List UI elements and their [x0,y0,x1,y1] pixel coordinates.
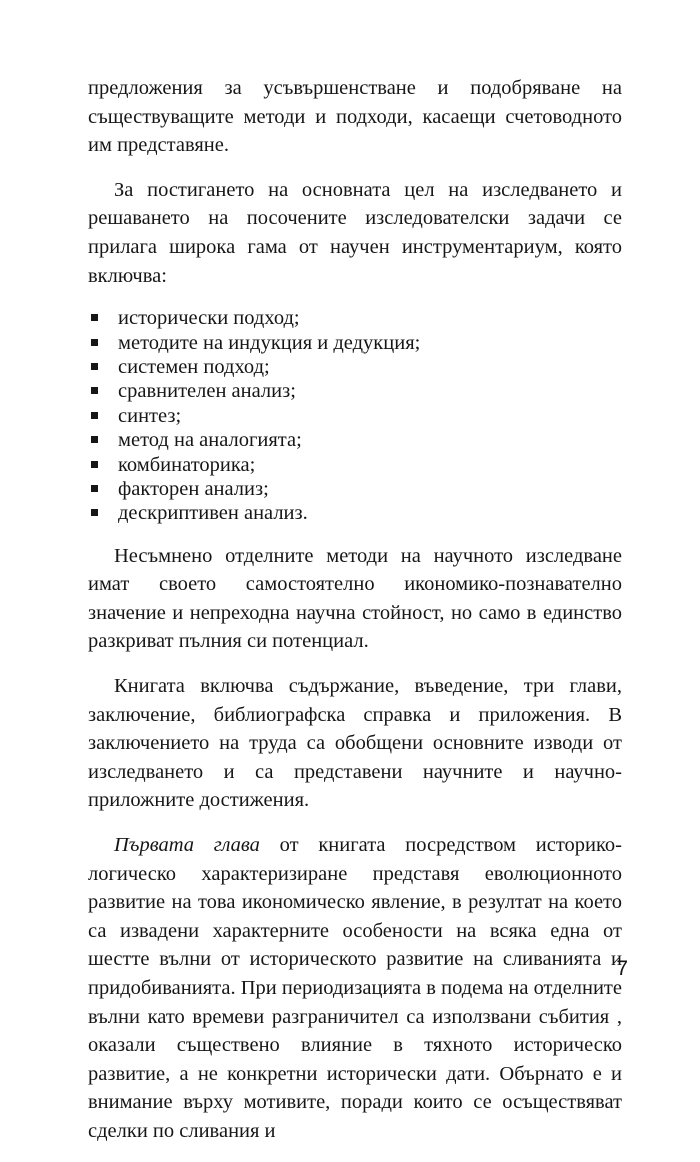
list-item-text: системен подход; [118,355,270,378]
list-item [88,331,622,355]
square-bullet-icon [91,387,98,394]
square-bullet-icon [91,339,98,346]
list-item-text: дескриптивен анализ. [118,502,308,525]
paragraph-continuation: предложения за усъвършенстване и подобряване на съществуващите методи и подходи, касаещи счетоводното им представяне. [88,77,622,157]
list-item [88,379,622,403]
page-number: 7 [616,957,628,980]
chapter-reference: Първата глава [114,834,260,857]
paragraph-methods-value: Несъмнено отделните методи на научното изследване имат своето самостоятелно икономико-познавателно значение и непреходна научна стойност, но само в единство разкриват пълния си потенциал. [88,544,622,653]
square-bullet-icon [91,436,98,443]
list-item [88,477,622,501]
list-item [88,501,622,525]
square-bullet-icon [91,509,98,516]
list-item [88,355,622,379]
list-item-text: сравнителен анализ; [118,380,296,403]
list-item-text: метод на аналогията; [118,429,302,452]
paragraph-book-structure: Книгата включва съдържание, въведение, три глави, заключение, библиографска справка и приложения. В заключението на труда са обобщени основните изводи от изследването и са представени научните и научно-приложните достижения. [88,675,622,812]
square-bullet-icon [91,461,98,468]
list-item [88,404,622,428]
list-item [88,306,622,330]
square-bullet-icon [91,363,98,370]
paragraph-first-chapter-text: от книгата посредством историко-логическо характеризиране представя еволюционното развитие на това икономическо явление, в резултат на което са извадени характерните особености на всяка една от шестте вълни от историческото развитие на сливанията и придобиванията. При периодизацията в подема на отделните вълни като времеви разграничител са използвани събития , оказали съществено влияние в тяхното историческо развитие, а не конкретни исторически дати. Обърнато е и внимание върху мотивите, поради които се осъществяват сделки по сливания и [88,834,622,1142]
list-item-text: факторен анализ; [118,477,269,500]
list-item [88,453,622,477]
square-bullet-icon [91,412,98,419]
paragraph-first-chapter [88,831,622,1146]
methods-list [88,306,622,526]
square-bullet-icon [91,485,98,492]
list-item-text: исторически подход; [118,307,300,330]
square-bullet-icon [91,314,98,321]
list-item-text: комбинаторика; [118,453,256,476]
body-text [88,74,622,1162]
paragraph-research-tools: За постигането на основната цел на изследването и решаването на посочените изследователски задачи се прилага широка гама от научен инструментариум, която включва: [88,178,622,287]
list-item [88,428,622,452]
list-item-text: синтез; [118,404,182,427]
list-item-text: методите на индукция и дедукция; [118,331,421,354]
